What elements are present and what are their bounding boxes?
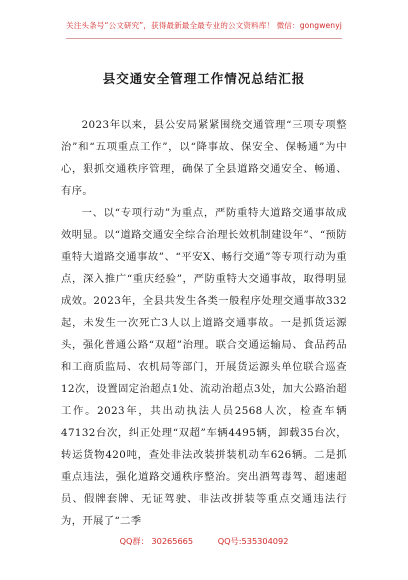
- footer-qq-number: QQ号:535304092: [217, 536, 289, 546]
- footer-contact: [0, 536, 408, 547]
- paragraph-section-one: 一、以“专项行动”为重点，严防重特大道路交通事故成效明显。以“道路交通安全综合治理长效机制建设年”、“预防重特大道路交通事故”、“平安X、畅行交通”等专项行动为重点，深入推广“重庆经验”，严防重特大交通事故，取得明显成效。2023年，全县共发生各类一般程序处理交通事故332起，未发生一次死亡3人以上道路交通事故。一是抓货运源头，强化普通公路“双超”治理。联合交通运输局、食品药品和工商质监局、农机局等部门，开展货运源头单位联合巡查12次，设置固定治超点1处、流动治超点3处，加大公路治超工作。2023年，共出动执法人员2568人次，检查车辆47132台次，纠正处理“双超”车辆4495辆，卸载35台次，转运货物420吨，查处非法改装拼装机动车626辆。二是抓重点违法，强化道路交通秩序整治。突出酒驾毒驾、超速超员、假牌套牌、无证驾驶、非法改拼装等重点交通违法行为，开展了“二季: [61, 207, 347, 527]
- header-divider: [66, 38, 342, 39]
- paragraph-intro: 2023年以来，县公安局紧紧围绕交通管理“三项专项整治”和“五项重点工作”，以“降事故、保安全、保畅通”为中心，狠抓交通秩序管理，确保了全县道路交通安全、畅通、有序。: [61, 119, 347, 197]
- footer-qq-group: QQ群： 30265665: [119, 536, 194, 546]
- document-body: [61, 114, 347, 532]
- document-title: 县交通安全管理工作情况总结汇报: [102, 71, 306, 86]
- header-banner: 关注头条号“公文研究”，获得最新最全最专业的公文资料库！ 微信：gongwenyj: [66, 21, 342, 30]
